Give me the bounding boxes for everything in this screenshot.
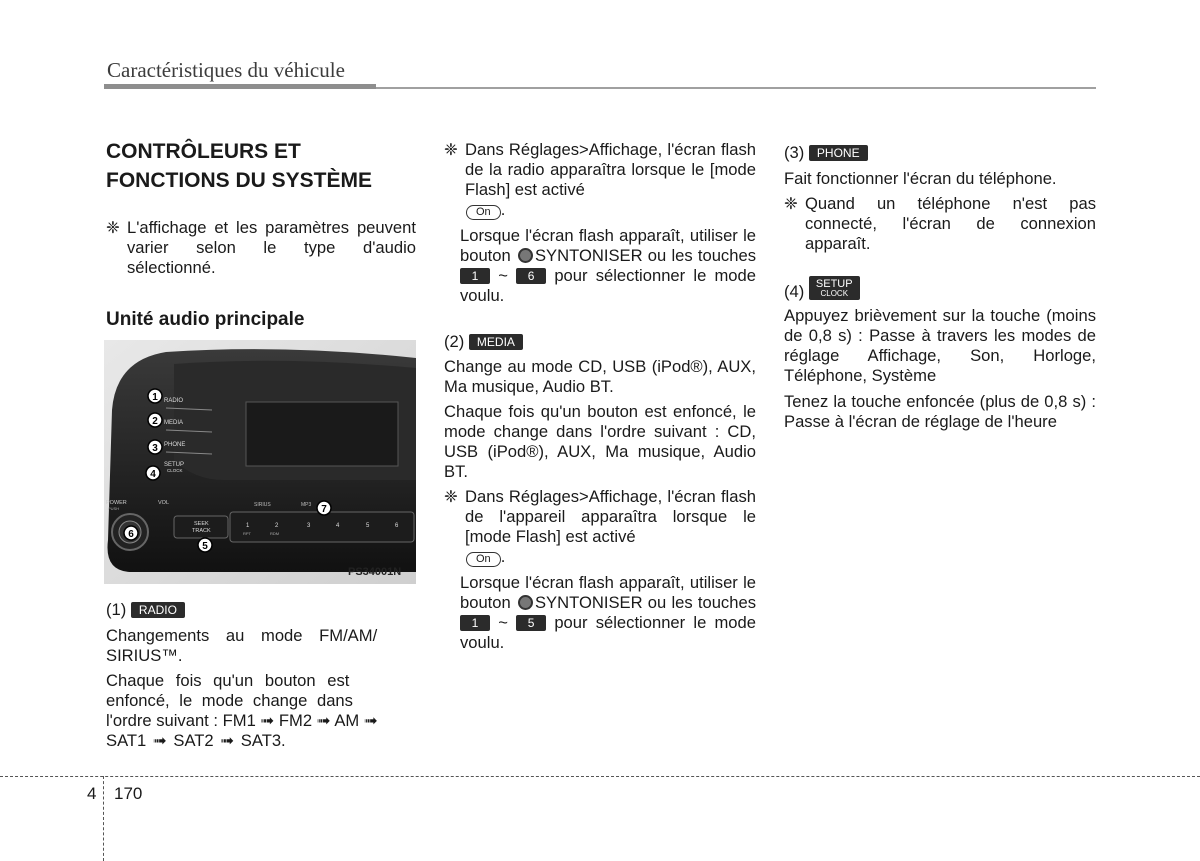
callout-1 bbox=[148, 389, 162, 403]
preset-5: 5 bbox=[366, 523, 370, 529]
rdm-label: RDM bbox=[270, 531, 280, 536]
instruction-text-a: Lorsque l'écran flash apparaît, utiliser le bouton bbox=[460, 573, 756, 612]
section-number: 4 bbox=[87, 784, 97, 803]
setup-key-text: SETUP bbox=[815, 278, 853, 290]
setup-clock-key bbox=[809, 276, 860, 300]
item-1-order bbox=[106, 671, 418, 751]
on-button: On bbox=[466, 552, 501, 567]
running-header: Caractéristiques du véhicule bbox=[107, 58, 345, 82]
preset-strip bbox=[230, 512, 414, 542]
seek-label: SEEK bbox=[194, 521, 209, 527]
instruction-text-b: ou les touches bbox=[647, 593, 756, 612]
item-4-number: (4) bbox=[784, 282, 805, 301]
flash-instructions-1 bbox=[444, 226, 756, 306]
note-marker: ❈ bbox=[444, 487, 458, 506]
right-column bbox=[784, 143, 1096, 432]
push-label: PUSH bbox=[108, 506, 120, 511]
tune-knob-icon bbox=[518, 248, 533, 263]
item-1-desc-line-2: SIRIUS™. bbox=[106, 646, 183, 665]
tune-knob-label: SYNTONISER bbox=[534, 246, 643, 265]
heading-line-2: FONCTIONS DU SYSTÈME bbox=[106, 169, 373, 192]
item-4-short-press: Appuyez brièvement sur la touche (moins de 0,8 s) : Passe à travers les modes de réglage Affichage, Son, Horloge, Téléphone, Système bbox=[784, 306, 1096, 385]
callout-6 bbox=[124, 526, 138, 540]
callout-3 bbox=[148, 440, 162, 454]
media-key: MEDIA bbox=[469, 334, 523, 350]
item-1-order-line-4: SAT1 ➟ SAT2 ➟ SAT3. bbox=[106, 731, 286, 750]
clock-key-label: CLOCK bbox=[167, 468, 183, 473]
item-1-desc bbox=[106, 626, 418, 666]
phone-key: PHONE bbox=[809, 145, 868, 161]
callout-4 bbox=[146, 466, 160, 480]
tune-knob-label: SYNTONISER bbox=[534, 593, 643, 612]
item-1-order-line-2: enfoncé, le mode change dans bbox=[106, 691, 353, 710]
item-2-desc: Change au mode CD, USB (iPod®), AUX, Ma musique, Audio BT. bbox=[444, 357, 756, 396]
phone-note-text: Quand un téléphone n'est pas connecté, l'écran de connexion apparaît. bbox=[805, 194, 1096, 253]
flash-note-radio-text: Dans Réglages>Affichage, l'écran flash de la radio apparaîtra lorsque le [mode Flash] est activé bbox=[465, 140, 756, 199]
preset-key-1: 1 bbox=[460, 268, 490, 284]
item-1-order-line-1: Chaque fois qu'un bouton est bbox=[106, 671, 350, 690]
callout-2 bbox=[148, 413, 162, 427]
note-text: L'affichage et les paramètres peuvent varier selon le type d'audio sélectionné. bbox=[127, 218, 416, 277]
middle-column bbox=[444, 140, 756, 653]
item-2-number: (2) bbox=[444, 332, 465, 351]
display-screen bbox=[246, 402, 398, 466]
note-marker: ❈ bbox=[106, 218, 120, 237]
note-marker: ❈ bbox=[784, 194, 798, 213]
preset-4: 4 bbox=[336, 523, 340, 529]
callout-7 bbox=[317, 501, 331, 515]
rpt-label: RPT bbox=[243, 531, 251, 536]
flash-instructions-2 bbox=[444, 573, 756, 653]
footer-divider bbox=[103, 776, 104, 861]
flash-note-media-text: Dans Réglages>Affichage, l'écran flash de l'appareil apparaîtra lorsque le [mode Flash] est activé bbox=[465, 487, 756, 546]
note-marker: ❈ bbox=[444, 140, 458, 159]
page-number: 170 bbox=[114, 784, 143, 803]
heading-line-1: CONTRÔLEURS ET bbox=[106, 140, 301, 163]
item-2-order: Chaque fois qu'un bouton est enfoncé, le mode change dans l'ordre suivant : CD, USB (iPod®), AUX, Ma musique, Audio BT. bbox=[444, 402, 756, 481]
footer-rule bbox=[0, 776, 1200, 777]
setup-key-label: SETUP bbox=[164, 462, 185, 468]
callout-2-number: 2 bbox=[152, 416, 158, 427]
flash-note-media bbox=[444, 487, 756, 567]
brand-label: SIRIUS bbox=[254, 502, 271, 508]
power-label: POWER bbox=[106, 500, 127, 506]
preset-2: 2 bbox=[275, 523, 279, 529]
section-heading bbox=[106, 137, 426, 195]
media-key-label: MEDIA bbox=[164, 420, 184, 426]
audio-unit-illustration bbox=[104, 340, 416, 584]
callout-4-number: 4 bbox=[150, 469, 156, 480]
radio-key-label: RADIO bbox=[164, 398, 184, 404]
instruction-text-c: pour sélectionner le mode voulu. bbox=[460, 266, 756, 305]
item-1-desc-text-1: Changements au mode FM/AM/ bbox=[106, 626, 378, 645]
callout-3-number: 3 bbox=[152, 443, 158, 454]
instruction-text-b: ou les touches bbox=[647, 246, 756, 265]
preset-6: 6 bbox=[395, 523, 399, 529]
preset-key-6: 6 bbox=[516, 268, 546, 284]
callout-5-number: 5 bbox=[202, 541, 208, 552]
seek-track-button bbox=[174, 516, 228, 538]
item-1-number: (1) bbox=[106, 600, 127, 619]
preset-key-5: 5 bbox=[516, 615, 546, 631]
tune-knob-icon bbox=[518, 595, 533, 610]
on-button: On bbox=[466, 205, 501, 220]
header-rule bbox=[376, 87, 1096, 89]
preset-key-1: 1 bbox=[460, 615, 490, 631]
range-tilde: ~ bbox=[498, 613, 508, 632]
track-label: TRACK bbox=[192, 528, 211, 534]
preset-1: 1 bbox=[246, 523, 250, 529]
header-rule-thick bbox=[104, 84, 376, 89]
callout-6-number: 6 bbox=[128, 529, 134, 540]
item-1-desc-line-1 bbox=[106, 626, 418, 646]
item-3-number: (3) bbox=[784, 143, 805, 162]
callout-5 bbox=[198, 538, 212, 552]
callout-1-number: 1 bbox=[152, 392, 158, 403]
item-1-radio bbox=[106, 600, 418, 751]
preset-3: 3 bbox=[307, 523, 311, 529]
item-3-desc: Fait fonctionner l'écran du téléphone. bbox=[784, 169, 1057, 188]
phone-key-label: PHONE bbox=[164, 442, 186, 448]
period: . bbox=[500, 547, 506, 566]
phone-note bbox=[784, 194, 1096, 254]
instruction-text-a: Lorsque l'écran flash apparaît, utiliser le bouton bbox=[460, 226, 756, 265]
radio-key: RADIO bbox=[131, 602, 185, 618]
audio-variation-note bbox=[106, 218, 416, 278]
flash-note-radio bbox=[444, 140, 756, 220]
mp3-label: MP3 bbox=[301, 502, 312, 508]
vol-label: VOL bbox=[158, 500, 170, 506]
item-4-long-press: Tenez la touche enfoncée (plus de 0,8 s) : Passe à l'écran de réglage de l'heure bbox=[784, 392, 1096, 431]
subheading: Unité audio principale bbox=[106, 309, 305, 330]
clock-key-text: CLOCK bbox=[820, 289, 849, 298]
figure-caption: PS34001N bbox=[348, 566, 402, 578]
callout-7-number: 7 bbox=[321, 504, 327, 515]
audio-unit-figure bbox=[104, 340, 416, 584]
range-tilde: ~ bbox=[498, 266, 508, 285]
period: . bbox=[500, 200, 506, 219]
instruction-text-c: pour sélectionner le mode voulu. bbox=[460, 613, 756, 652]
item-1-order-line-3: l'ordre suivant : FM1 ➟ FM2 ➟ AM ➟ bbox=[106, 711, 378, 730]
